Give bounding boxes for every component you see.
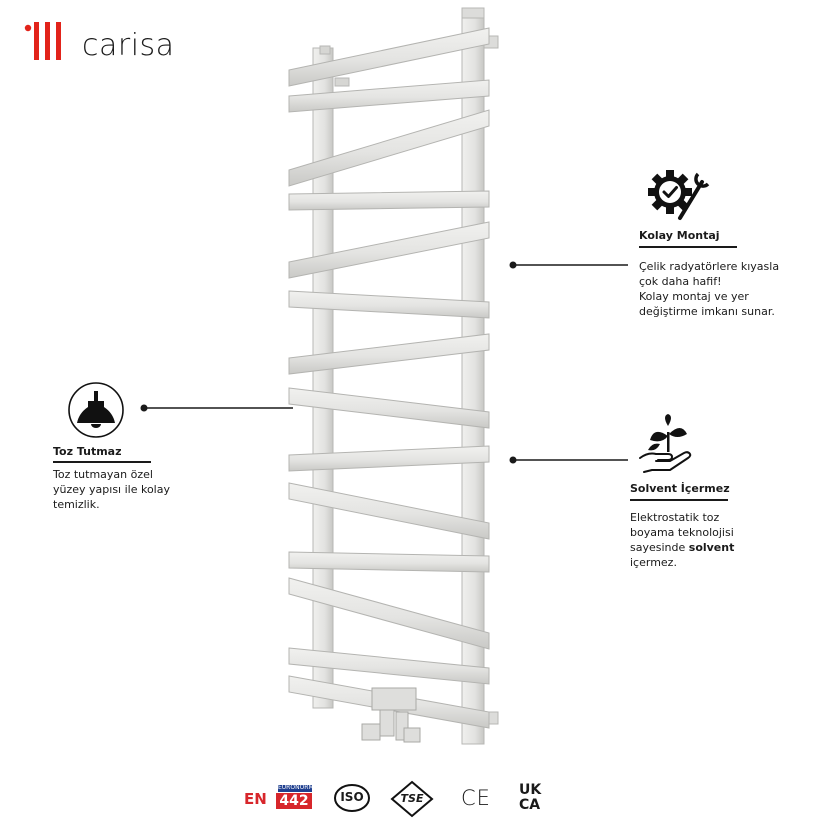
iso-badge (333, 783, 371, 813)
feature-text-line: Kolay montaj ve yer (639, 290, 749, 303)
en442-en-label: EN (244, 790, 267, 808)
brand-name: carisa (82, 28, 175, 63)
feature-text-line (630, 540, 800, 555)
en442-euronorm-label: EURONORM (278, 784, 314, 791)
tse-label: TSE (400, 792, 424, 805)
feature-text-line: yüzey yapısı ile kolay (53, 483, 170, 496)
ukca-bottom-label: CA (519, 797, 541, 813)
feature-text-line: Elektrostatik toz (630, 511, 720, 524)
ce-badge: CE (461, 786, 491, 810)
feature-text-line: temizlik. (53, 498, 100, 511)
ukca-badge (519, 783, 549, 815)
feature-divider-montaj (639, 246, 737, 248)
plant-hand-icon (638, 414, 694, 474)
feature-text-line: Toz tutmayan özel (53, 468, 153, 481)
feature-title-toz: Toz Tutmaz (53, 445, 122, 458)
en442-badge (244, 785, 312, 811)
connector-line-toz (141, 405, 294, 412)
feature-text-solvent (630, 510, 800, 570)
iso-label: ISO (340, 790, 364, 804)
feature-text-line: içermez. (630, 556, 677, 569)
en442-number-label: 442 (276, 793, 312, 809)
feature-text-toz (53, 467, 213, 512)
feature-text-emphasis: solvent (688, 541, 735, 554)
feature-text-line: çok daha hafif! (639, 275, 722, 288)
feature-text-line: boyama teknolojisi (630, 526, 734, 539)
feature-title-solvent: Solvent İçermez (630, 482, 730, 495)
ukca-top-label: UK (519, 782, 542, 798)
gear-wrench-icon (646, 166, 710, 224)
lamp-icon (67, 381, 125, 439)
feature-divider-toz (53, 461, 151, 463)
feature-text-line: Çelik radyatörlere kıyasla (639, 260, 780, 273)
tse-badge (390, 780, 434, 818)
feature-title-montaj: Kolay Montaj (639, 229, 720, 242)
feature-text-montaj (639, 259, 809, 319)
feature-text-fragment: sayesinde (630, 541, 689, 554)
connector-line-montaj (510, 262, 629, 269)
connector-line-solvent (510, 457, 629, 464)
feature-text-line: değiştirme imkanı sunar. (639, 305, 775, 318)
feature-divider-solvent (630, 499, 728, 501)
